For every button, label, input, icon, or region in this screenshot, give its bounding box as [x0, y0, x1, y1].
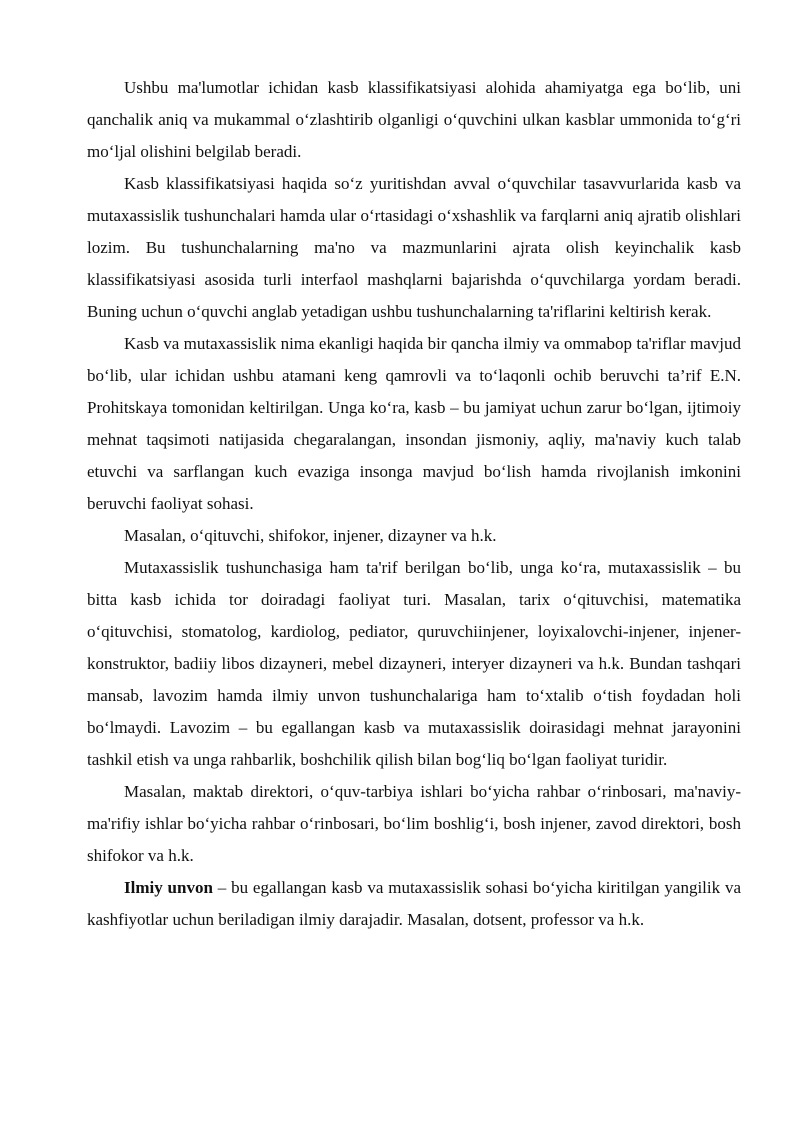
- paragraph-mutaxassislik-tarifi: Mutaxassislik tushunchasiga ham ta'rif berilgan bo‘lib, unga ko‘ra, mutaxassislik – bu bitta kasb ichida tor doiradagi faoliyat turi. Masalan, tarix o‘qituvchisi, matematika o‘qituvchisi, stomatolog, kardiolog, pediator, quruvchiinjener, loyixalovchi-injener, injener-konstruktor, badiiy libos dizayneri, mebel dizayneri, interyer dizayneri va h.k. Bundan tashqari mansab, lavozim hamda ilmiy unvon tushunchalariga ham to‘xtalib o‘tish foydadan holi bo‘lmaydi. Lavozim – bu egallangan kasb va mutaxassislik doirasidagi mehnat jarayonini tashkil etish va unga rahbarlik, boshchilik qilish bilan bog‘liq bo‘lgan faoliyat turidir.: [87, 558, 741, 769]
- paragraph-ilmiy-unvon: [87, 872, 741, 936]
- paragraph-lavozim-misollari: Masalan, maktab direktori, o‘quv-tarbiya ishlari bo‘yicha rahbar o‘rinbosari, ma'naviy-ma'rifiy ishlar bo‘yicha rahbar o‘rinbosari, bo‘lim boshlig‘i, bosh injener, zavod direktori, bosh shifokor va h.k.: [87, 782, 741, 865]
- ilmiy-unvon-term: Ilmiy unvon: [124, 878, 213, 897]
- document-page: [87, 72, 741, 936]
- paragraph-kasb-misollari: Masalan, o‘qituvchi, shifokor, injener, dizayner va h.k.: [124, 526, 497, 545]
- paragraph-tushunchalar-farqi: Kasb klassifikatsiyasi haqida so‘z yuritishdan avval o‘quvchilar tasavvurlarida kasb va mutaxassislik tushunchalari hamda ular o‘rtasidagi o‘xshashlik va farqlarni aniq ajratib olishlari lozim. Bu tushunchalarning ma'no va mazmunlarini ajrata olish keyinchalik kasb klassifikatsiyasi asosida turli interfaol mashqlarni bajarishda o‘quvchilarga yordam beradi. Buning uchun o‘quvchi anglab yetadigan ushbu tushunchalarning ta'riflarini keltirish kerak.: [87, 174, 741, 321]
- paragraph-kasb-tarifi: Kasb va mutaxassislik nima ekanligi haqida bir qancha ilmiy va ommabop ta'riflar mavjud bo‘lib, ular ichidan ushbu atamani keng qamrovli va to‘laqonli ochib beruvchi ta’rif E.N. Prohitskaya tomonidan keltirilgan. Unga ko‘ra, kasb – bu jamiyat uchun zarur bo‘lgan, ijtimoiy mehnat taqsimoti natijasida chegaralangan, insondan jismoniy, aqliy, ma'naviy kuch talab etuvchi va sarflangan kuch evaziga insonga mavjud bo‘lish hamda rivojlanish imkonini beruvchi faoliyat sohasi.: [87, 334, 741, 513]
- paragraph-kasb-klassifikatsiyasi-ahamiyati: Ushbu ma'lumotlar ichidan kasb klassifikatsiyasi alohida ahamiyatga ega bo‘lib, uni qanchalik aniq va mukammal o‘zlashtirib olganligi o‘quvchini ulkan kasblar ummonida to‘g‘ri mo‘ljal olishini belgilab beradi.: [87, 78, 741, 161]
- ilmiy-unvon-definition: – bu egallangan kasb va mutaxassislik sohasi bo‘yicha kiritilgan yangilik va kashfiyotlar uchun beriladigan ilmiy darajadir. Masalan, dotsent, professor va h.k.: [87, 878, 741, 929]
